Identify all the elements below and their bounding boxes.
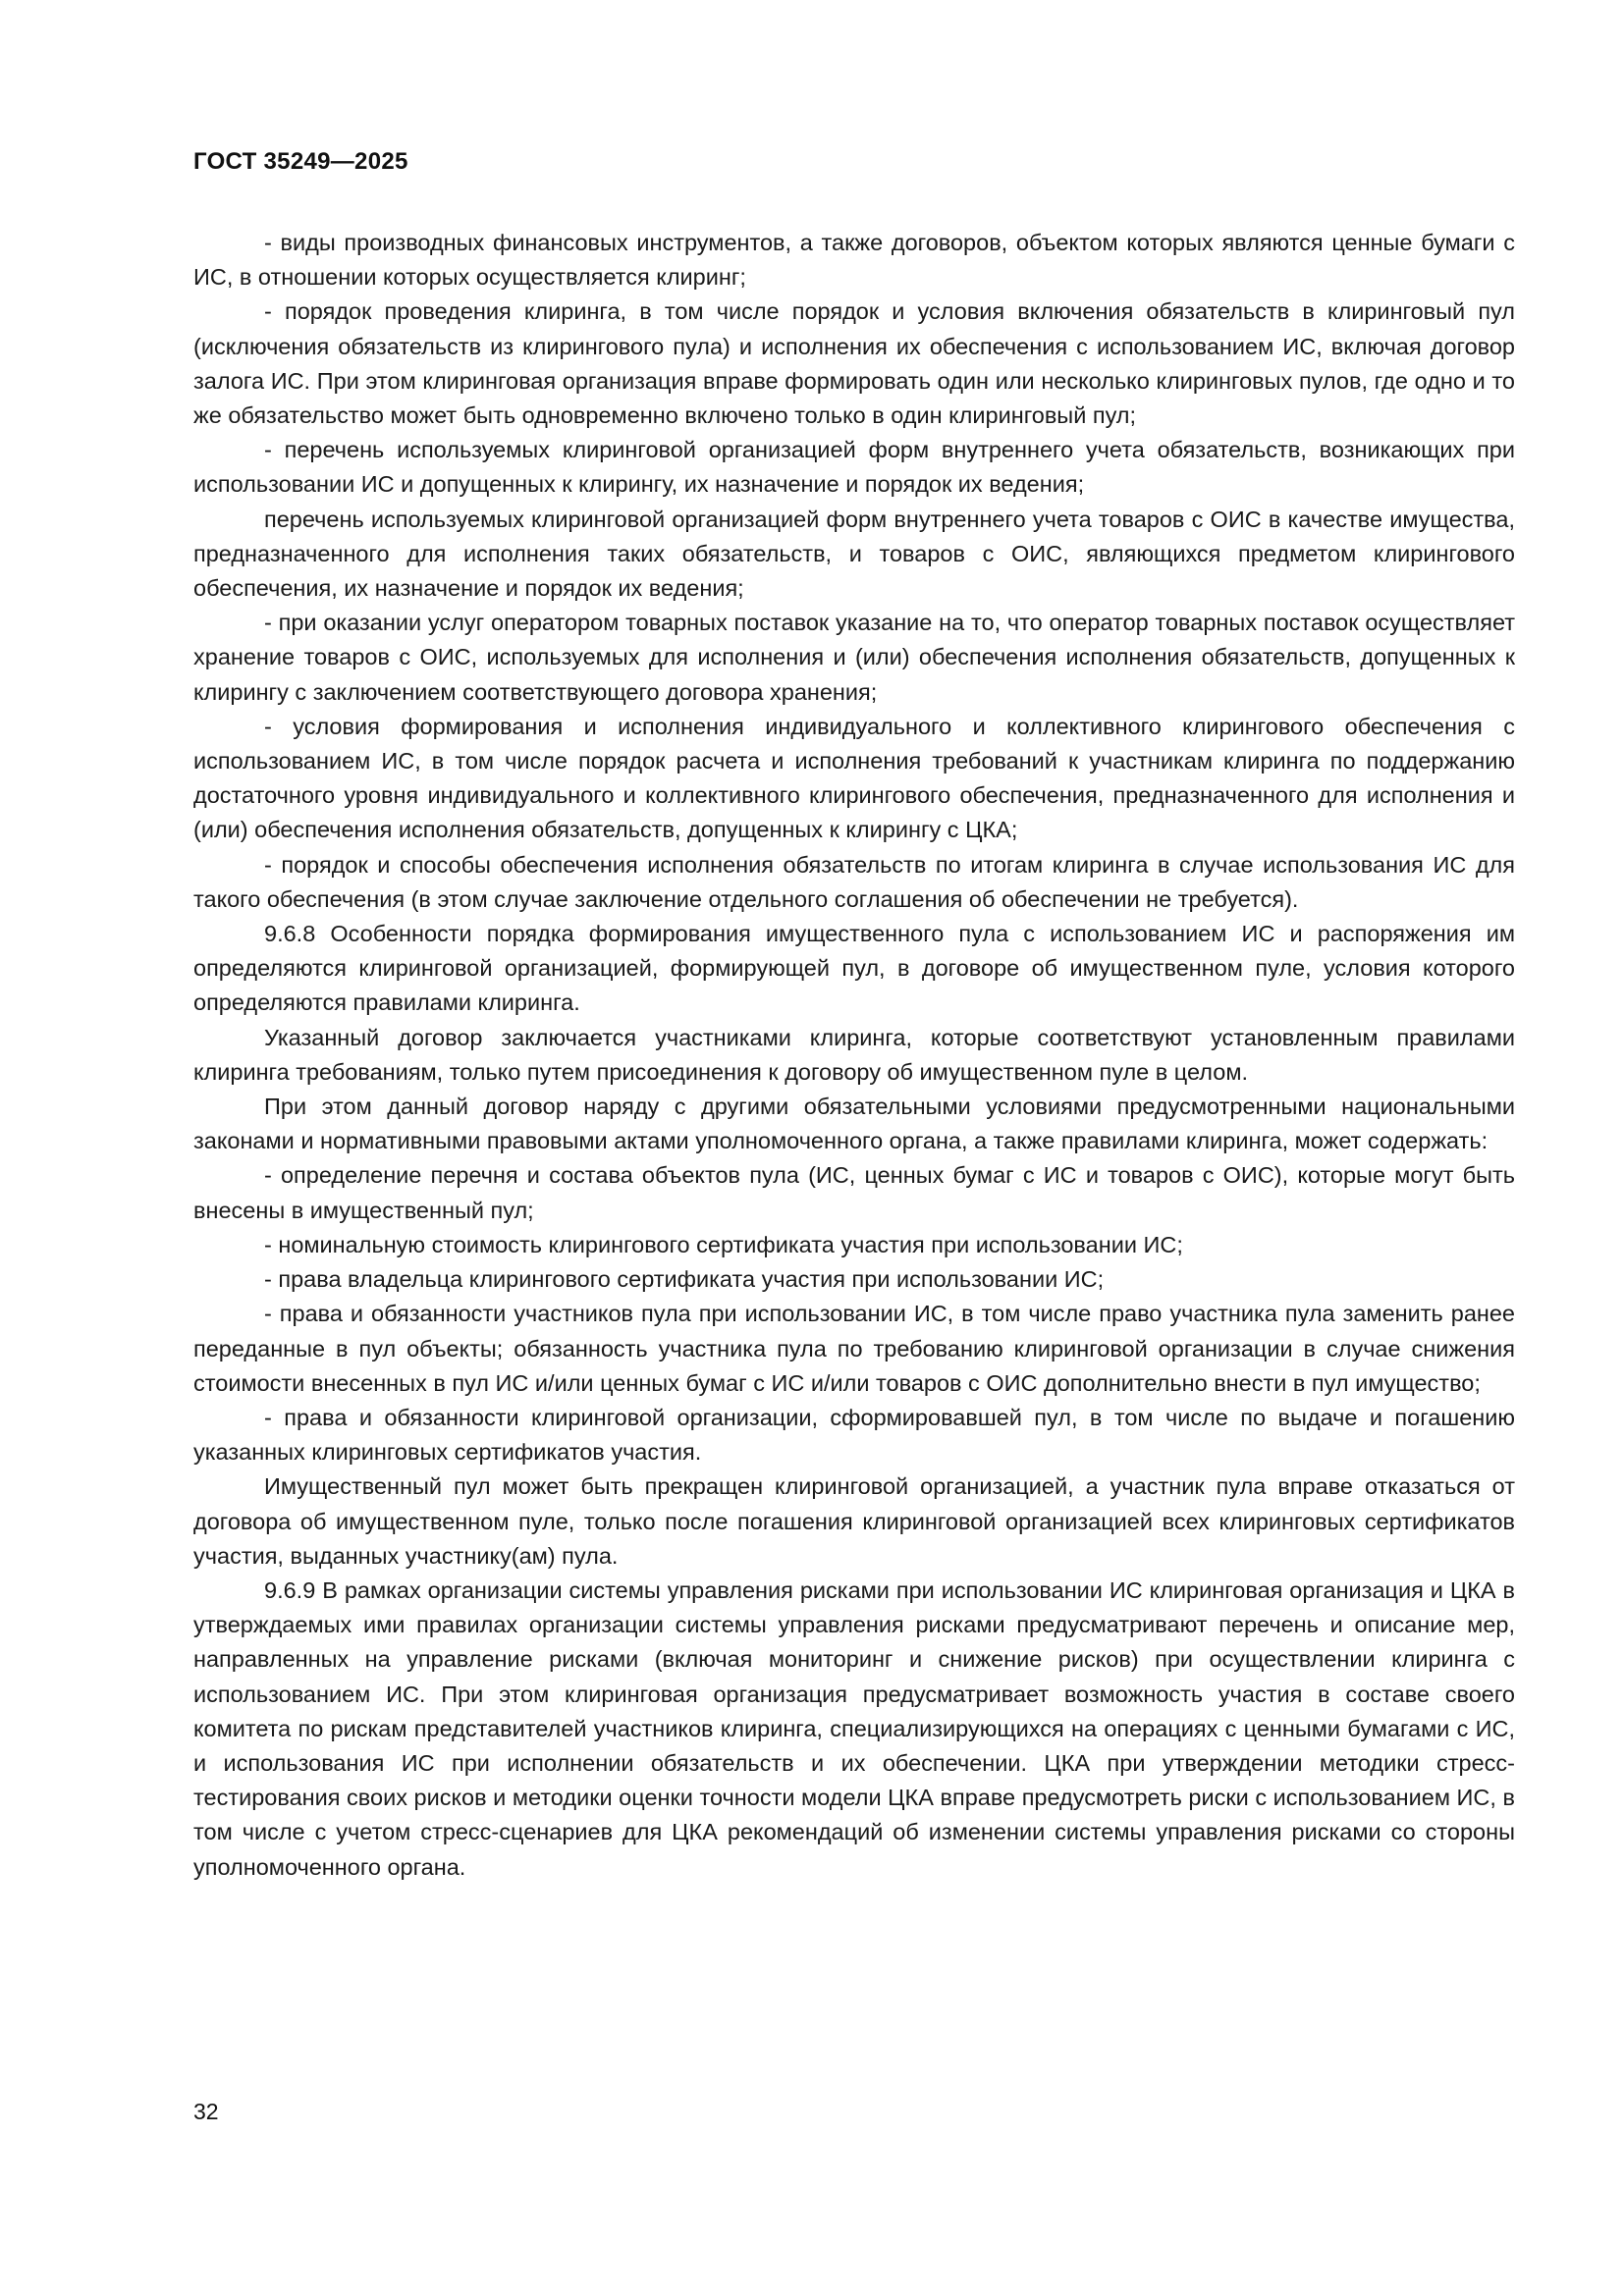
paragraph: 9.6.8 Особенности порядка формирования имущественного пула с использованием ИС и распоряжения им определяются клиринговой организацией, формирующей пул, в договоре об имущественном пуле, условия которого определяются правилами клиринга.: [193, 921, 1515, 1016]
paragraph: - порядок и способы обеспечения исполнения обязательств по итогам клиринга в случае использования ИС для такого обеспечения (в этом случае заключение отдельного соглашения об обеспечении не требуется).: [193, 851, 1515, 912]
paragraph: - права владельца клирингового сертификата участия при использовании ИС;: [264, 1266, 1105, 1293]
paragraph: Указанный договор заключается участниками клиринга, которые соответствуют установленным правилами клиринга требованиям, только путем присоединения к договору об имущественном пуле в целом.: [193, 1024, 1515, 1085]
document-body: [193, 226, 1515, 1885]
document-header: ГОСТ 35249—2025: [193, 148, 408, 175]
paragraph: - условия формирования и исполнения индивидуального и коллективного клирингового обеспечения с использованием ИС, в том числе порядок расчета и исполнения требований к участникам клиринга по поддержанию достаточного уровня индивидуального и коллективного клирингового обеспечения, предназначенного для исполнения и (или) обеспечения исполнения обязательств, допущенных к клирингу с ЦКА;: [193, 713, 1515, 843]
paragraph: перечень используемых клиринговой организацией форм внутреннего учета товаров с ОИС в качестве имущества, предназначенного для исполнения таких обязательств, и товаров с ОИС, являющихся предметом клирингового обеспечения, их назначение и порядок их ведения;: [193, 506, 1515, 602]
paragraph: - порядок проведения клиринга, в том числе порядок и условия включения обязательств в клиринговый пул (исключения обязательств из клирингового пула) и исполнения их обеспечения с использованием ИС, включая договор залога ИС. При этом клиринговая организация вправе формировать один или несколько клиринговых пулов, где одно и то же обязательство может быть одновременно включено только в один клиринговый пул;: [193, 298, 1515, 429]
paragraph: При этом данный договор наряду с другими обязательными условиями предусмотренными национальными законами и нормативными правовыми актами уполномоченного органа, а также правилами клиринга, может содержать:: [193, 1094, 1515, 1154]
paragraph: Имущественный пул может быть прекращен клиринговой организацией, а участник пула вправе отказаться от договора об имущественном пуле, только после погашения клиринговой организацией всех клиринговых сертификатов участия, выданных участнику(ам) пула.: [193, 1473, 1515, 1569]
paragraph: - перечень используемых клиринговой организацией форм внутреннего учета обязательств, возникающих при использовании ИС и допущенных к клирингу, их назначение и порядок их ведения;: [193, 437, 1515, 498]
page-number: 32: [193, 2099, 219, 2124]
paragraph: 9.6.9 В рамках организации системы управления рисками при использовании ИС клиринговая организация и ЦКА в утверждаемых ими правилах организации системы управления рисками предусматривают перечень и описание мер, направленных на управление рисками (включая мониторинг и снижение рисков) при осуществлении клиринга с использованием ИС. При этом клиринговая организация предусматривает возможность участия в составе своего комитета по рискам представителей участников клиринга, специализирующихся на операциях с ценными бумагами с ИС, и использования ИС при исполнении обязательств и их обеспечении. ЦКА при утверждении методики стресс-тестирования своих рисков и методики оценки точности модели ЦКА вправе предусмотреть риски с использованием ИС, в том числе с учетом стресс-сценариев для ЦКА рекомендаций об изменении системы управления рисками со стороны уполномоченного органа.: [193, 1576, 1515, 1880]
paragraph: - номинальную стоимость клирингового сертификата участия при использовании ИС;: [264, 1231, 1183, 1257]
paragraph: - права и обязанности клиринговой организации, сформировавшей пул, в том числе по выдаче и погашению указанных клиринговых сертификатов участия.: [193, 1404, 1515, 1466]
paragraph: - определение перечня и состава объектов пула (ИС, ценных бумаг с ИС и товаров с ОИС), которые могут быть внесены в имущественный пул;: [193, 1162, 1515, 1223]
paragraph: - права и обязанности участников пула при использовании ИС, в том числе право участника пула заменить ранее переданные в пул объекты; обязанность участника пула по требованию клиринговой организации в случае снижения стоимости внесенных в пул ИС и/или ценных бумаг с ИС и/или товаров с ОИС дополнительно внести в пул имущество;: [193, 1301, 1515, 1396]
paragraph: - при оказании услуг оператором товарных поставок указание на то, что оператор товарных поставок осуществляет хранение товаров с ОИС, используемых для исполнения и (или) обеспечения исполнения обязательств, допущенных к клирингу с заключением соответствующего договора хранения;: [193, 610, 1515, 705]
paragraph: - виды производных финансовых инструментов, а также договоров, объектом которых являются ценные бумаги с ИС, в отношении которых осуществляется клиринг;: [193, 230, 1515, 291]
